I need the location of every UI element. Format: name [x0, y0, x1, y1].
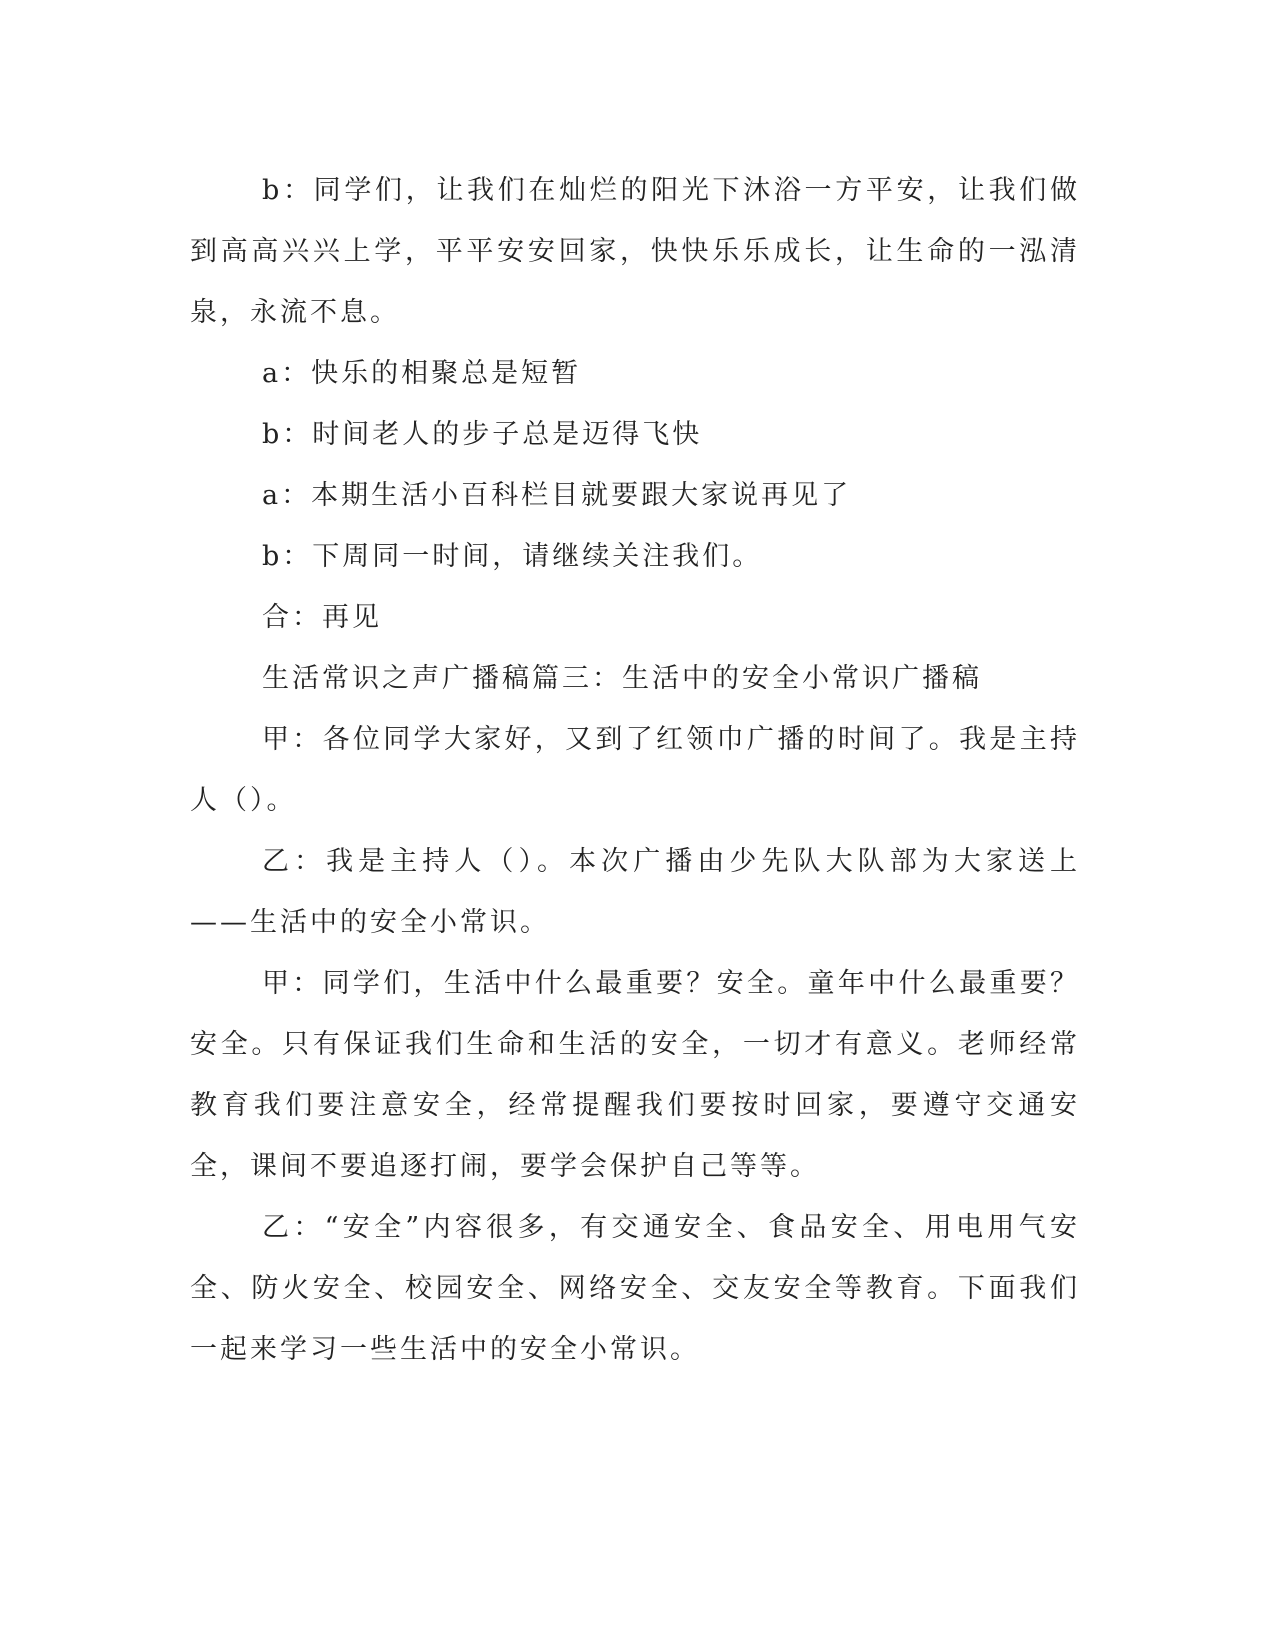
paragraph-b-next-week: b：下周同一时间，请继续关注我们。 [262, 541, 763, 572]
paragraph-b-time: b：时间老人的步子总是迈得飞快 [262, 419, 703, 450]
paragraph-jia-intro: 甲：各位同学大家好，又到了红领巾广播的时间了。我是主持人（）。 [190, 724, 1080, 816]
paragraph-together-farewell: 合：再见 [262, 602, 382, 633]
paragraph-closing-b: b：同学们，让我们在灿烂的阳光下沐浴一方平安，让我们做到高高兴兴上学，平平安安回家，快快乐乐成长，让生命的一泓清泉，永流不息。 [190, 175, 1080, 328]
paragraph-jia-safety: 甲：同学们，生活中什么最重要？安全。童年中什么最重要？安全。只有保证我们生命和生活的安全，一切才有意义。老师经常教育我们要注意安全，经常提醒我们要按时回家，要遵守交通安全，课间不要追逐打闹，要学会保护自己等等。 [190, 968, 1080, 1182]
section-heading: 生活常识之声广播稿篇三：生活中的安全小常识广播稿 [262, 663, 982, 694]
paragraph-a-goodbye: a：本期生活小百科栏目就要跟大家说再见了 [262, 480, 852, 511]
paragraph-yi-safety-topics: 乙：“安全”内容很多，有交通安全、食品安全、用电用气安全、防火安全、校园安全、网络安全、交友安全等教育。下面我们一起来学习一些生活中的安全小常识。 [190, 1212, 1080, 1365]
document-body [190, 160, 1080, 1380]
paragraph-a-gathering: a：快乐的相聚总是短暂 [262, 358, 582, 389]
paragraph-yi-intro: 乙：我是主持人（）。本次广播由少先队大队部为大家送上——生活中的安全小常识。 [190, 846, 1080, 938]
